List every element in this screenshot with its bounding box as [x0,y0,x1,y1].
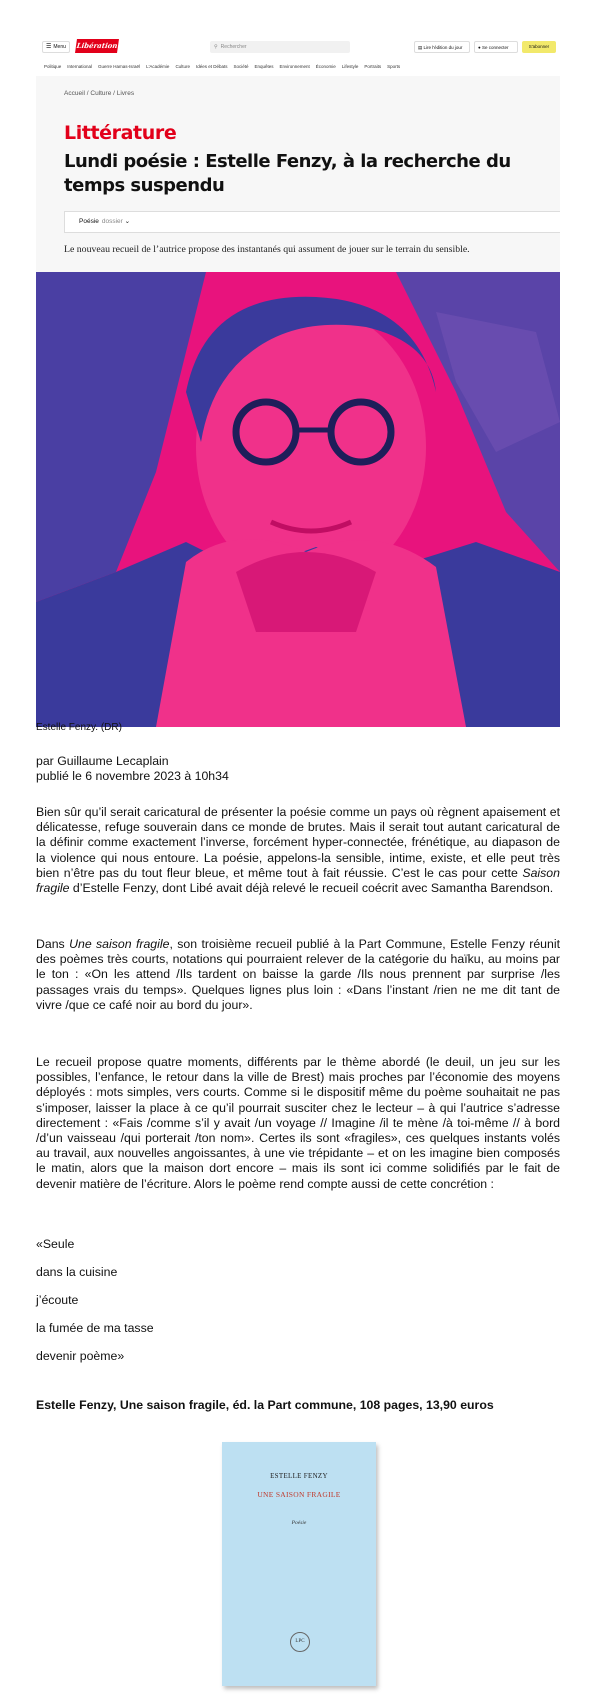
search-input[interactable] [210,41,350,53]
nav-link[interactable]: Société [233,64,249,69]
poem-line: «Seule [36,1237,75,1251]
nav-link[interactable]: International [67,64,93,69]
nav-link[interactable]: L'Académie [146,64,170,69]
nav-link[interactable]: Politique [44,64,62,69]
book-credit: Estelle Fenzy, Une saison fragile, éd. la Part commune, 108 pages, 13,90 euros [36,1398,494,1412]
tag-label[interactable]: Poésie [79,218,99,225]
poem-line: la fumée de ma tasse [36,1321,154,1335]
poem-line: j’écoute [36,1293,79,1307]
publish-date: publié le 6 novembre 2023 à 10h34 [36,769,229,783]
top-bar [36,34,560,62]
tag-kind: dossier [101,218,123,225]
article-header [36,76,560,272]
menu-button[interactable] [42,41,70,53]
paragraph-2-emphasis: Une saison fragile [69,937,170,951]
paragraph-2-start: Dans [36,937,70,951]
paragraph-3: Le recueil propose quatre moments, différents par le thème abordé (le deuil, un jeu sur les possibles, l’enfance, le retour dans la ville de Brest) mais proches par l’économie des moyens déployés : mots simples, vers courts. Comme si le dispositif même du poème souhaitait ne pas s’imposer, laisser la place à ce qu’il pourrait susciter chez le lecteur – à qui l’autrice s’adresse directement : «Fais /comme s’il y avait /un voyage // Imagine /il te mène /à toi-même // à bord /d’un vaisseau /qui porterait /ton nom». Certes ils sont «fragiles», ces quelques instants volés au travail, aux nouvelles angoissantes, à une vie trépidante – et on les imagine bien composés le matin, alors que la maison dort encore – mais ils sont ici comme solidifiés par le fait de devenir matière de l’écriture. Alors le poème rend compte aussi de cette concrétion : [36,1055,560,1191]
nav-link[interactable]: Culture [175,64,190,69]
author[interactable]: par Guillaume Lecaplain [36,754,169,768]
newspaper-icon: ▤ [418,45,423,50]
nav-link[interactable]: Économie [315,64,336,69]
article-lede: Le nouveau recueil de l’autrice propose des instantanés qui assument de jouer sur le terrain du sensible. [64,244,470,255]
paragraph-2 [36,937,560,1013]
search-icon: ⚲ [214,44,218,50]
login-label: Se connecter [481,45,509,50]
nav-link[interactable]: Lifestyle [341,64,359,69]
paragraph-1-emphasis: Saison fragile [36,865,560,896]
search-placeholder: Rechercher [220,44,247,50]
poem-line: devenir poème» [36,1349,125,1363]
nav-link[interactable]: Guerre Hamas-Israël [98,64,141,69]
photo-caption: Estelle Fenzy. (DR) [36,722,122,733]
paragraph-2-text: , son troisième recueil publié à la Part Commune, Estelle Fenzy réunit des poèmes très courts, notations qui pourraient relever de la catégorie du haïku, au moins par le ton : «On les attend /Ils tardent on baisse la garde /Ils nous prennent par surprise /les passages vrais du temps». Quelques lignes plus loin : «Dans l’instant /rien ne me dit tant de vivre /que ce café noir au bord du jour». [36,937,561,1012]
byline [36,754,229,784]
portrait-photo [36,272,560,727]
book-cover [222,1442,376,1686]
nav-link[interactable]: Idées et Débats [195,64,228,69]
chevron-down-icon[interactable]: ⌄ [124,218,131,225]
breadcrumb[interactable]: Accueil / Culture / Livres [64,90,135,97]
section-label[interactable]: Littérature [64,122,177,144]
paragraph-1-text: Bien sûr qu’il serait caricatural de présenter la poésie comme un pays où règnent apaisement et délicatesse, refuge souverain dans ce monde de brutes. Mais il serait tout autant caricatural de la définir comme exactement l’inverse, forcément hyper-connectée, frénétique, au diapason de la violence qui nous entoure. La poésie, appelons-la sensible, intime, existe, et elle peut très bien n’être pas du tout fleur bleue, et même tout à fait réussie. C’est le cas pour cette [36,805,560,880]
daily-edition-button[interactable] [414,41,470,53]
nav-link[interactable]: Sports [387,64,401,69]
page-title: Lundi poésie : Estelle Fenzy, à la recherche du temps suspendu [64,151,511,196]
poem-line: dans la cuisine [36,1265,118,1279]
cover-genre: Poésie [291,1520,307,1526]
menu-label: Menu [53,44,66,50]
tag-bar[interactable] [64,211,560,233]
nav-link[interactable]: Enquêtes [254,64,274,69]
nav-link[interactable]: Portraits [364,64,382,69]
nav-link[interactable]: Environnement [279,64,310,69]
portrait-image [36,272,560,727]
daily-edition-label: Lire l'édition du jour [423,45,463,50]
main-nav [44,64,400,69]
login-button[interactable] [474,41,518,53]
hamburger-icon: ☰ [46,44,52,50]
cover-author: ESTELLE FENZY [270,1472,328,1480]
publisher-logo: LPC [290,1632,310,1652]
subscribe-button[interactable]: S'abonner [522,41,556,53]
cover-title: UNE SAISON FRAGILE [257,1490,341,1499]
user-icon: ● [478,45,481,50]
paragraph-1-end: d’Estelle Fenzy, dont Libé avait déjà relevé le recueil coécrit avec Samantha Barendson. [69,881,554,896]
paragraph-1 [36,805,560,896]
site-logo[interactable]: Libération [75,39,119,53]
